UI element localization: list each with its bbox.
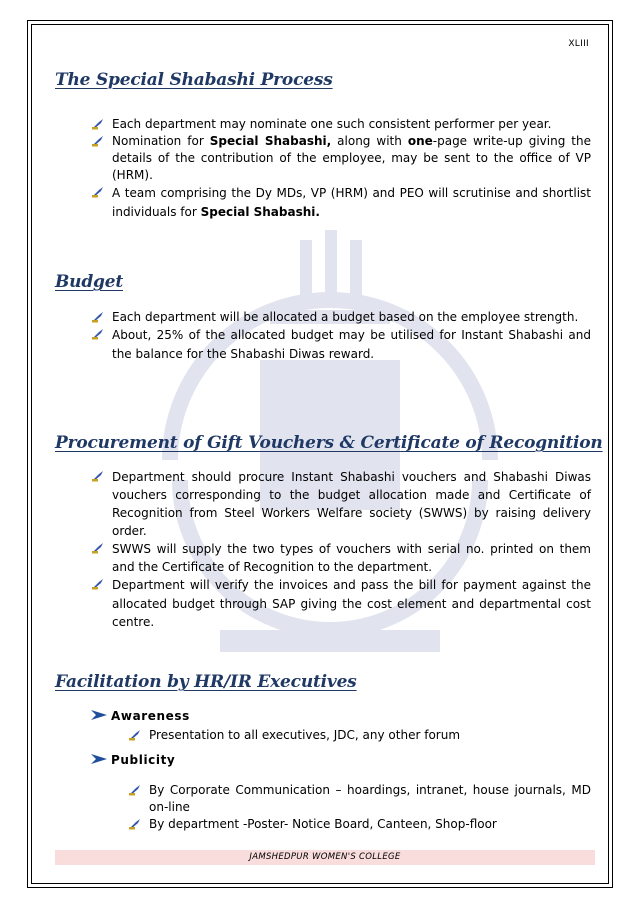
quill-pen-icon: [91, 186, 104, 198]
arrow-right-icon: [91, 753, 107, 765]
item-text: Each department will be allocated a budget based on the employee strength.: [112, 310, 579, 324]
subsection-title: Awareness: [111, 709, 190, 723]
item-text: Each department may nominate one such consistent performer per year.: [112, 117, 552, 131]
item-text: A team comprising the Dy MDs, VP (HRM) and PEO will scrutinise and shortlist individuals for: [112, 186, 591, 219]
quill-pen-icon: [91, 118, 104, 130]
item-text: -page write-up giving the details of the contribution of the employee, may be sent to the office of VP (HRM).: [112, 134, 591, 182]
list-item: [91, 326, 591, 364]
item-text-bold: Special Shabashi.: [200, 205, 320, 219]
budget-list: [91, 309, 591, 364]
publicity-list: [128, 782, 591, 833]
item-text: SWWS will supply the two types of vouchers with serial no. printed on them and the Certificate of Recognition to the department.: [112, 542, 591, 574]
item-text: By department -Poster- Notice Board, Canteen, Shop-floor: [149, 817, 497, 831]
quill-pen-icon: [91, 135, 104, 147]
item-text: along with: [331, 134, 408, 148]
list-item: [91, 468, 591, 540]
list-item: [91, 184, 591, 222]
quill-pen-icon: [91, 578, 104, 590]
arrow-right-icon: [91, 709, 107, 721]
list-item: [128, 727, 591, 744]
list-item: [91, 133, 591, 184]
section-heading-facilitation: Facilitation by HR/IR Executives: [55, 672, 357, 692]
item-text: Department should procure Instant Shabashi vouchers and Shabashi Diwas vouchers corresponding to the budget allocation made and Certificate of Recognition from Steel Workers Welfare society (SWWS) by raising delivery order.: [112, 470, 591, 538]
quill-pen-icon: [91, 328, 104, 340]
subsection-title: Publicity: [111, 753, 176, 767]
page-footer: JAMSHEDPUR WOMEN'S COLLEGE: [55, 850, 595, 865]
quill-pen-icon: [91, 470, 104, 482]
list-item: [128, 816, 591, 833]
quill-pen-icon: [128, 784, 141, 796]
item-text: About, 25% of the allocated budget may be utilised for Instant Shabashi and the balance for the Shabashi Diwas reward.: [112, 328, 591, 361]
item-text: Department will verify the invoices and pass the bill for payment against the allocated budget through SAP giving the cost element and departmental cost centre.: [112, 578, 591, 629]
procurement-list: [91, 468, 591, 632]
section-heading-special-shabashi: The Special Shabashi Process: [55, 70, 333, 90]
item-text: Nomination for: [112, 134, 210, 148]
page-number: XLIII: [568, 39, 589, 49]
quill-pen-icon: [91, 311, 104, 323]
list-item: [91, 576, 591, 632]
list-item: [91, 540, 591, 576]
quill-pen-icon: [91, 542, 104, 554]
item-text: By Corporate Communication – hoardings, intranet, house journals, MD on-line: [149, 783, 591, 814]
quill-pen-icon: [128, 729, 141, 741]
item-text-bold: Special Shabashi,: [209, 134, 332, 148]
list-item: [128, 782, 591, 816]
subsection-awareness: [91, 709, 190, 723]
list-item: [91, 116, 591, 133]
quill-pen-icon: [128, 818, 141, 830]
list-item: [91, 309, 591, 326]
item-text: Presentation to all executives, JDC, any other forum: [149, 728, 461, 742]
special-shabashi-list: [91, 116, 591, 222]
subsection-publicity: [91, 753, 175, 767]
section-heading-budget: Budget: [55, 272, 123, 292]
item-text-bold: one: [407, 134, 433, 148]
section-heading-procurement: Procurement of Gift Vouchers & Certificate of Recognition: [55, 433, 603, 453]
awareness-list: [128, 727, 591, 744]
